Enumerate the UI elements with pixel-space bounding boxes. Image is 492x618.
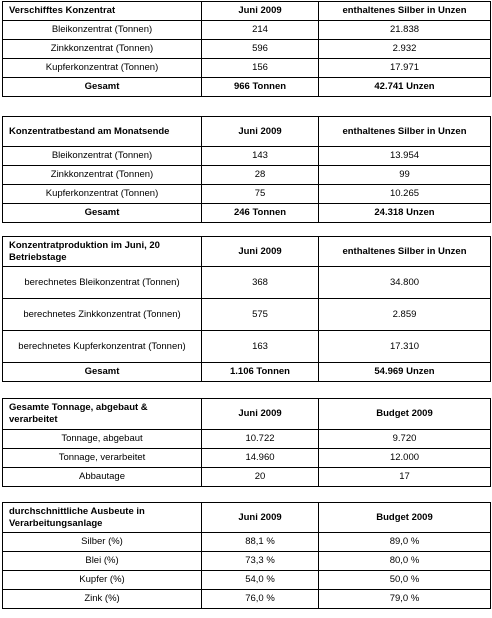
table-cell: 156 <box>202 59 319 78</box>
table-cell: 73,3 % <box>202 552 319 571</box>
table-cell: 28 <box>202 166 319 185</box>
table-cell: 21.838 <box>319 21 491 40</box>
table-cell: 9.720 <box>319 430 491 449</box>
table-cell: Tonnage, abgebaut <box>3 430 202 449</box>
header-cell: Konzentratproduktion im Juni, 20 Betriebstage <box>3 237 202 267</box>
total-cell: Gesamt <box>3 78 202 97</box>
table-cell: 17.310 <box>319 331 491 363</box>
table-row <box>3 21 491 40</box>
table-row <box>3 552 491 571</box>
table-cell: Zinkkonzentrat (Tonnen) <box>3 166 202 185</box>
header-cell: Juni 2009 <box>202 2 319 21</box>
table-cell: Bleikonzentrat (Tonnen) <box>3 147 202 166</box>
total-row <box>3 78 491 97</box>
table-row <box>3 299 491 331</box>
concentrate-production-table <box>2 236 491 382</box>
table-cell: 75 <box>202 185 319 204</box>
table-cell: 20 <box>202 468 319 487</box>
header-cell: Juni 2009 <box>202 117 319 147</box>
table-cell: 14.960 <box>202 449 319 468</box>
table-header-row <box>3 237 491 267</box>
table-header-row <box>3 399 491 430</box>
header-cell: Budget 2009 <box>319 503 491 533</box>
table-cell: 34.800 <box>319 267 491 299</box>
total-cell: 54.969 Unzen <box>319 363 491 382</box>
table-cell: 88,1 % <box>202 533 319 552</box>
table-cell: 10.722 <box>202 430 319 449</box>
header-cell: durchschnittliche Ausbeute in Verarbeitungsanlage <box>3 503 202 533</box>
header-cell: enthaltenes Silber in Unzen <box>319 117 491 147</box>
header-cell: Gesamte Tonnage, abgebaut & verarbeitet <box>3 399 202 430</box>
table-cell: Bleikonzentrat (Tonnen) <box>3 21 202 40</box>
report-page <box>2 1 490 609</box>
total-cell: 24.318 Unzen <box>319 204 491 223</box>
table-row <box>3 59 491 78</box>
table-cell: 10.265 <box>319 185 491 204</box>
table-row <box>3 40 491 59</box>
total-cell: Gesamt <box>3 363 202 382</box>
header-cell: Juni 2009 <box>202 237 319 267</box>
table-cell: Tonnage, verarbeitet <box>3 449 202 468</box>
table-cell: 17.971 <box>319 59 491 78</box>
tonnage-table <box>2 398 491 487</box>
table-cell: 163 <box>202 331 319 363</box>
table-cell: 575 <box>202 299 319 331</box>
table-cell: Abbautage <box>3 468 202 487</box>
table-cell: Silber (%) <box>3 533 202 552</box>
total-cell: 42.741 Unzen <box>319 78 491 97</box>
recovery-rate-table <box>2 502 491 609</box>
total-cell: Gesamt <box>3 204 202 223</box>
table-cell: berechnetes Bleikonzentrat (Tonnen) <box>3 267 202 299</box>
table-header-row <box>3 2 491 21</box>
table-row <box>3 590 491 609</box>
table-cell: Zink (%) <box>3 590 202 609</box>
table-cell: berechnetes Zinkkonzentrat (Tonnen) <box>3 299 202 331</box>
header-cell: Konzentratbestand am Monatsende <box>3 117 202 147</box>
table-cell: 2.859 <box>319 299 491 331</box>
table-cell: 13.954 <box>319 147 491 166</box>
table-row <box>3 166 491 185</box>
table-cell: berechnetes Kupferkonzentrat (Tonnen) <box>3 331 202 363</box>
table-cell: 12.000 <box>319 449 491 468</box>
header-cell: Budget 2009 <box>319 399 491 430</box>
table-cell: 2.932 <box>319 40 491 59</box>
total-cell: 1.106 Tonnen <box>202 363 319 382</box>
table-cell: Kupfer (%) <box>3 571 202 590</box>
table-cell: 80,0 % <box>319 552 491 571</box>
table-header-row <box>3 117 491 147</box>
table-cell: 17 <box>319 468 491 487</box>
table-row <box>3 331 491 363</box>
table-row <box>3 267 491 299</box>
header-cell: enthaltenes Silber in Unzen <box>319 2 491 21</box>
table-cell: 89,0 % <box>319 533 491 552</box>
table-row <box>3 449 491 468</box>
table-cell: 143 <box>202 147 319 166</box>
total-row <box>3 363 491 382</box>
table-row <box>3 533 491 552</box>
table-cell: 99 <box>319 166 491 185</box>
table-cell: 79,0 % <box>319 590 491 609</box>
table-cell: 214 <box>202 21 319 40</box>
table-cell: 596 <box>202 40 319 59</box>
shipped-concentrate-table <box>2 1 491 97</box>
table-cell: 50,0 % <box>319 571 491 590</box>
table-cell: 76,0 % <box>202 590 319 609</box>
table-header-row <box>3 503 491 533</box>
table-cell: 54,0 % <box>202 571 319 590</box>
table-row <box>3 468 491 487</box>
header-cell: Juni 2009 <box>202 399 319 430</box>
table-row <box>3 147 491 166</box>
header-cell: enthaltenes Silber in Unzen <box>319 237 491 267</box>
table-cell: Blei (%) <box>3 552 202 571</box>
concentrate-inventory-table <box>2 116 491 223</box>
table-row <box>3 571 491 590</box>
total-cell: 966 Tonnen <box>202 78 319 97</box>
table-row <box>3 430 491 449</box>
table-cell: Kupferkonzentrat (Tonnen) <box>3 185 202 204</box>
table-cell: Zinkkonzentrat (Tonnen) <box>3 40 202 59</box>
header-cell: Verschifftes Konzentrat <box>3 2 202 21</box>
header-cell: Juni 2009 <box>202 503 319 533</box>
table-cell: 368 <box>202 267 319 299</box>
table-cell: Kupferkonzentrat (Tonnen) <box>3 59 202 78</box>
total-cell: 246 Tonnen <box>202 204 319 223</box>
table-row <box>3 185 491 204</box>
total-row <box>3 204 491 223</box>
